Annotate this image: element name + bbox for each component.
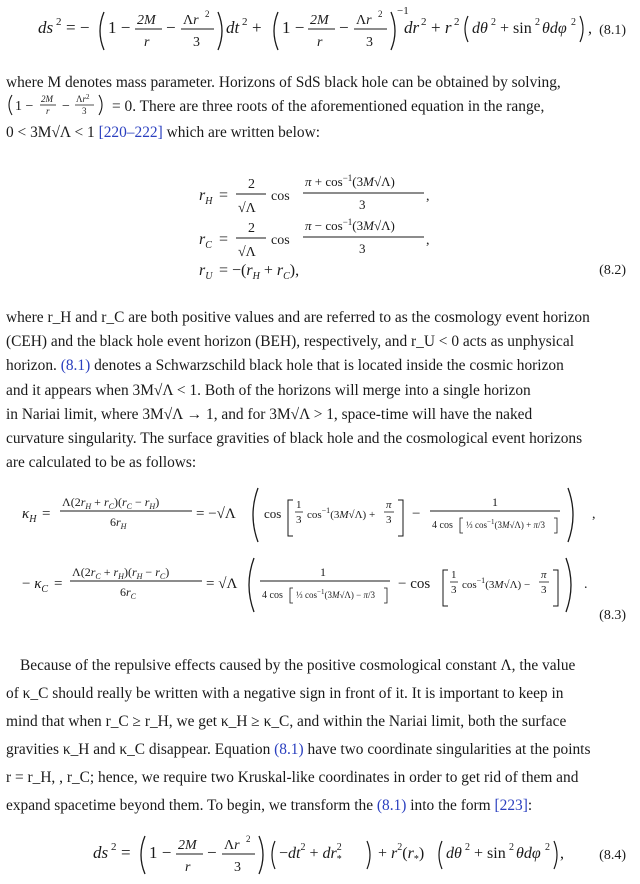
svg-text:= −: = − bbox=[66, 18, 90, 37]
svg-text:= √Λ: = √Λ bbox=[206, 576, 238, 592]
svg-text:⅓ cos−1(3M√Λ) + π/3: ⅓ $\cos^{-1}(3M√\Lambda) + \pi/3$ bbox=[466, 518, 546, 530]
svg-text:4 cos: 4 cos bbox=[262, 590, 283, 601]
para1-line1: where M denotes mass parameter. Horizons of SdS black hole can be obtained by solving, bbox=[6, 74, 561, 91]
svg-text:π + cos−1(3M√Λ): $\pi + \cos^{-1}(3M√\Lambda)$ bbox=[305, 173, 395, 189]
svg-text:⅓ cos−1(3M√Λ) − π/3: ⅓ $\cos^{-1}(3M√\Lambda) - \pi/3$ bbox=[296, 588, 376, 600]
para2-line3-start: horizon. bbox=[6, 357, 57, 375]
svg-text:6rC: $6r_C$ bbox=[120, 585, 137, 601]
equation-8-1 bbox=[0, 0, 640, 70]
svg-text:dr: dr bbox=[404, 18, 420, 37]
para3-line5: r = r_H, , r_C; hence, we require two Kruskal-like coordinates in order to get rid of them and bbox=[6, 769, 579, 786]
svg-text:2M: 2M bbox=[41, 94, 53, 105]
svg-text:3: 3 bbox=[366, 35, 373, 50]
svg-text:3: 3 bbox=[386, 514, 392, 526]
svg-text:2: 2 bbox=[242, 16, 248, 28]
svg-text:ds: ds bbox=[93, 843, 109, 862]
citation-223[interactable]: [223] bbox=[494, 797, 528, 814]
svg-text:1: 1 bbox=[492, 495, 498, 509]
svg-text:−dt2 + dr2*: $-dt^2 + dr^2$ * bbox=[279, 842, 342, 865]
svg-text:cos: cos bbox=[271, 189, 290, 204]
equation-8-4-svg bbox=[0, 828, 640, 880]
svg-text:= −(rH + rC),: = $-(r_H + r_C)$, bbox=[219, 262, 300, 282]
para3-line4-end: have two coordinate singularities at the points bbox=[307, 741, 591, 758]
svg-text:2M: 2M bbox=[310, 13, 329, 28]
equation-number-8-2: (8.2) bbox=[599, 263, 626, 278]
svg-text:dt: dt bbox=[226, 18, 240, 37]
paragraph-2 bbox=[6, 306, 628, 475]
svg-text:,: , bbox=[588, 20, 592, 37]
svg-text:=: = bbox=[54, 576, 63, 592]
para2-line3-end: denotes a Schwarzschild black hole that is located inside the cosmic horizon bbox=[94, 357, 564, 375]
svg-text:3: 3 bbox=[541, 584, 547, 596]
svg-text:rU: $r_U$ bbox=[199, 262, 213, 282]
equation-8-3-svg bbox=[0, 478, 640, 628]
para3-line1: Because of the repulsive effects caused by the positive cosmological constant Λ, the value bbox=[20, 657, 576, 674]
svg-text:1 −: 1 − bbox=[108, 18, 131, 37]
svg-text:=: = bbox=[121, 843, 131, 862]
svg-text:cos−1(3M√Λ) +: $\cos^{-1}(3M√\Lambda)$ + bbox=[307, 506, 376, 521]
equation-8-4 bbox=[0, 828, 640, 880]
equation-8-1-svg bbox=[0, 0, 640, 70]
para1-line2-text: = 0. There are three roots of the aforementioned equation in the range, bbox=[112, 98, 545, 116]
svg-text:−: − bbox=[62, 99, 70, 115]
svg-text:,: , bbox=[426, 189, 430, 204]
svg-text:2: 2 bbox=[545, 842, 550, 853]
svg-text:− κC: − $\kappa_C$ bbox=[22, 576, 49, 595]
para2-line3 bbox=[6, 354, 628, 378]
svg-text:,: , bbox=[426, 233, 430, 248]
svg-text:√Λ: √Λ bbox=[238, 245, 256, 260]
para2-line2: (CEH) and the black hole event horizon (BEH), respectively, and r_U < 0 acts as unphysical bbox=[6, 333, 574, 351]
svg-text:+ sin: + sin bbox=[474, 845, 506, 862]
svg-text:dθ: dθ bbox=[472, 20, 488, 37]
svg-text:π: π bbox=[541, 569, 547, 581]
para2-line6: curvature singularity. The surface gravities of black hole and the cosmological event horizons bbox=[6, 430, 583, 448]
equation-8-3 bbox=[0, 478, 640, 628]
svg-text:.: . bbox=[584, 577, 588, 592]
equation-number-8-4: (8.4) bbox=[599, 848, 626, 863]
svg-text:rH: $r_H$ bbox=[199, 187, 213, 207]
svg-text:=: = bbox=[42, 506, 51, 522]
ref-eq-8-1-second[interactable]: (8.1) bbox=[274, 741, 304, 758]
svg-text:Λr: Λr bbox=[224, 838, 240, 853]
svg-text:2M: 2M bbox=[178, 838, 197, 853]
svg-text:2: 2 bbox=[535, 17, 540, 28]
svg-text:2: 2 bbox=[111, 841, 117, 853]
svg-text:θdφ: θdφ bbox=[542, 20, 567, 37]
svg-text:1 −: 1 − bbox=[149, 843, 172, 862]
svg-text:3: 3 bbox=[451, 584, 457, 596]
para1-line2 bbox=[6, 95, 628, 121]
para3-line4-start: gravities κ_H and κ_C disappear. Equation bbox=[6, 741, 271, 758]
svg-text:2: 2 bbox=[454, 16, 460, 28]
svg-text:ds: ds bbox=[38, 18, 54, 37]
svg-text:2: 2 bbox=[248, 177, 255, 192]
svg-text:−: − bbox=[339, 18, 349, 37]
svg-text:Λr2: $\Lambda r^2$ bbox=[76, 93, 90, 105]
para3-line2: of κ_C should really be written with a negative sign in front of it. It is important to keep in bbox=[6, 685, 564, 702]
svg-text:1 −: 1 − bbox=[282, 18, 305, 37]
paragraph-1 bbox=[6, 71, 628, 145]
svg-text:=: = bbox=[219, 187, 229, 204]
ref-eq-8-1[interactable]: (8.1) bbox=[60, 357, 91, 375]
svg-text:− cos: − cos bbox=[398, 576, 431, 592]
svg-text:,: , bbox=[560, 845, 564, 862]
paragraph-3 bbox=[6, 652, 628, 820]
para3-line6-colon: : bbox=[527, 797, 533, 814]
svg-text:2: 2 bbox=[421, 16, 427, 28]
equation-number-8-1: (8.1) bbox=[599, 23, 626, 38]
svg-text:2: 2 bbox=[509, 842, 514, 853]
svg-text:cos−1(3M√Λ) −: $\cos^{-1}(3M√\Lambda)$ − bbox=[462, 576, 531, 591]
svg-text:dθ: dθ bbox=[446, 845, 462, 862]
svg-text:1: 1 bbox=[296, 499, 302, 511]
svg-text:,: , bbox=[592, 507, 596, 522]
para2-line1: where r_H and r_C are both positive values and are referred to as the cosmology event horizon bbox=[6, 309, 590, 326]
svg-text:3: 3 bbox=[296, 514, 302, 526]
svg-text:π − cos−1(3M√Λ): $\pi - \cos^{-1}(3M√\Lambda)$ bbox=[305, 217, 395, 233]
equation-number-8-3: (8.3) bbox=[599, 608, 626, 623]
svg-text:2M: 2M bbox=[137, 13, 156, 28]
svg-text:r: r bbox=[317, 35, 323, 50]
svg-text:+ r2(r*): + $r^2(r_*)$ bbox=[378, 842, 425, 865]
svg-text:−: − bbox=[207, 843, 217, 862]
svg-text:r: r bbox=[144, 35, 150, 50]
svg-text:−: − bbox=[166, 18, 176, 37]
para3-line4 bbox=[6, 736, 628, 764]
svg-text:3: 3 bbox=[193, 35, 200, 50]
svg-text:cos: cos bbox=[271, 233, 290, 248]
para3-line6 bbox=[6, 792, 628, 820]
svg-text:√Λ: √Λ bbox=[238, 201, 256, 216]
equation-8-2-svg bbox=[0, 160, 640, 290]
svg-text:3: 3 bbox=[234, 860, 241, 875]
svg-text:−: − bbox=[412, 506, 421, 522]
para1-line3 bbox=[6, 121, 628, 145]
svg-text:2: 2 bbox=[246, 834, 251, 844]
equation-8-2 bbox=[0, 160, 640, 290]
svg-text:r: r bbox=[46, 106, 50, 117]
svg-text:3: 3 bbox=[359, 241, 366, 256]
svg-text:+: + bbox=[252, 18, 262, 37]
svg-text:1 −: 1 − bbox=[15, 99, 34, 115]
svg-text:θdφ: θdφ bbox=[516, 845, 541, 862]
para2-line7: are calculated to be as follows: bbox=[6, 454, 197, 472]
para2-line4: and it appears when 3M√Λ < 1. Both of the horizons will merge into a single horizon bbox=[6, 381, 531, 399]
svg-text:2: 2 bbox=[378, 9, 383, 19]
svg-text:1: 1 bbox=[320, 565, 326, 579]
svg-text:3: 3 bbox=[359, 197, 366, 212]
svg-text:κH: $\kappa_H$ bbox=[22, 506, 37, 525]
svg-text:=: = bbox=[219, 231, 229, 248]
svg-text:Λ(2rC + rH)(rH − rC): $\Lambda(2r_C + r_H)(r_H - r_C)$ bbox=[72, 565, 170, 581]
svg-text:rC: $r_C$ bbox=[199, 231, 212, 251]
para3-line6-mid: into the form bbox=[410, 797, 491, 814]
svg-text:Λ(2rH + rC)(rC − rH): $\Lambda(2r_H + r_C)(r_C - r_H)$ bbox=[62, 495, 160, 511]
svg-text:r: r bbox=[185, 860, 191, 875]
citation-220-222[interactable]: [220–222] bbox=[98, 124, 163, 142]
ref-eq-8-1-third[interactable]: (8.1) bbox=[376, 797, 407, 814]
para3-line6-start: expand spacetime beyond them. To begin, we transform the bbox=[6, 797, 374, 814]
para3-line3: mind that when r_C ≥ r_H, we get κ_H ≥ κ_C, and within the Nariai limit, both the surface bbox=[6, 713, 567, 730]
svg-text:= −√Λ: = −√Λ bbox=[196, 506, 236, 522]
svg-text:π: π bbox=[386, 499, 392, 511]
svg-text:2: 2 bbox=[491, 17, 496, 28]
svg-text:2: 2 bbox=[205, 9, 210, 19]
svg-text:Λr: Λr bbox=[356, 13, 372, 28]
para2-line5: in Nariai limit, where 3M√Λ → 1, and for 3M√Λ > 1, space-time will have the naked bbox=[6, 405, 533, 423]
svg-text:2: 2 bbox=[465, 842, 470, 853]
svg-text:−1: −1 bbox=[397, 5, 409, 17]
svg-text:cos: cos bbox=[264, 506, 282, 521]
svg-text:2: 2 bbox=[56, 16, 62, 28]
para1-line3-tail: which are written below: bbox=[166, 124, 321, 142]
svg-text:3: 3 bbox=[82, 106, 87, 117]
svg-text:6rH: $6r_H$ bbox=[110, 515, 127, 531]
svg-text:2: 2 bbox=[571, 17, 576, 28]
svg-text:4 cos: 4 cos bbox=[432, 520, 453, 531]
svg-text:+ sin: + sin bbox=[500, 20, 532, 37]
svg-text:Λr: Λr bbox=[183, 13, 199, 28]
para1-range: 0 < 3M√Λ < 1 bbox=[6, 124, 95, 142]
svg-text:2: 2 bbox=[248, 221, 255, 236]
svg-text:1: 1 bbox=[451, 569, 457, 581]
svg-text:+ r: + r bbox=[431, 18, 452, 37]
